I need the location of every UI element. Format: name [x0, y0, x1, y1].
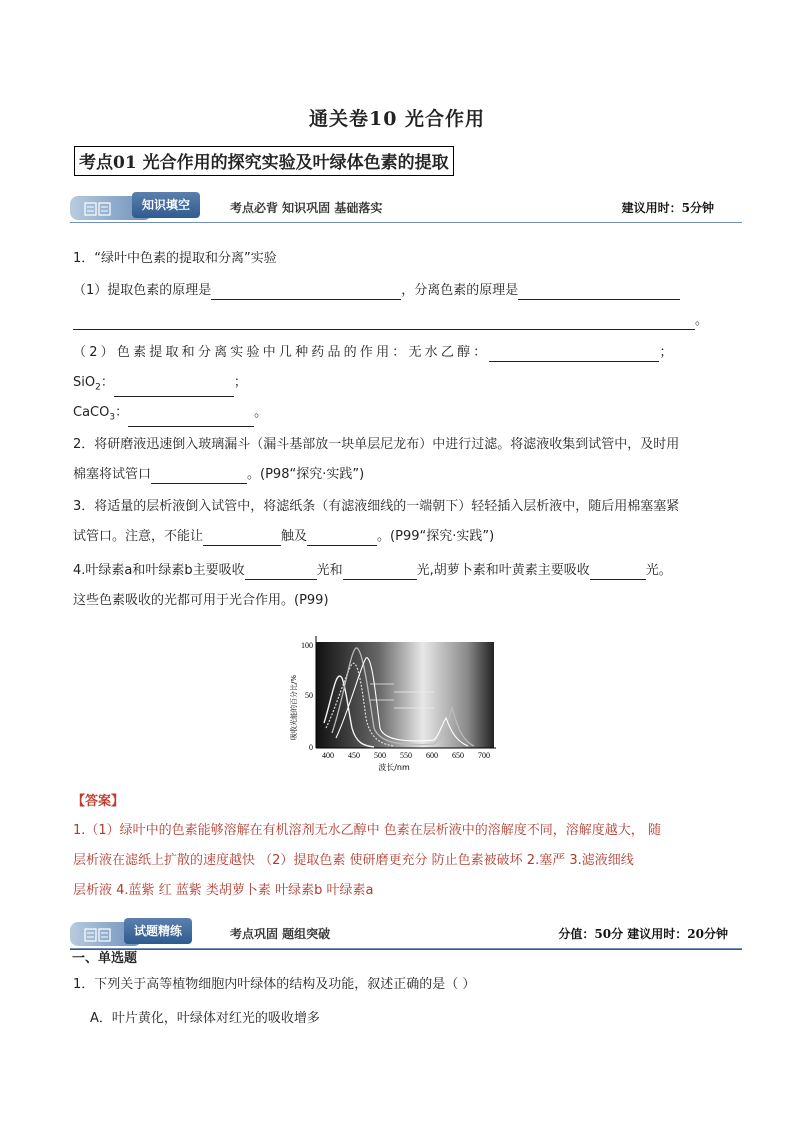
x-tick: 500: [374, 751, 386, 760]
banner-score-time: 分值：50分 建议用时：20分钟: [558, 927, 728, 941]
fill-blank[interactable]: [211, 285, 401, 300]
section-banner-practice: [70, 918, 742, 952]
y-tick: 100: [301, 641, 313, 650]
fill-blank[interactable]: [307, 531, 377, 546]
x-tick: 400: [322, 751, 334, 760]
banner-tag: 知识填空: [132, 192, 200, 218]
banner-subtitle: 考点必背 知识巩固 基础落实: [230, 201, 383, 215]
q1-sio2: SiO$_2$： ；: [73, 374, 247, 397]
y-tick: 0: [309, 743, 313, 752]
q4-line2: 这些色素吸收的光都可用于光合作用。(P99): [73, 593, 329, 608]
x-tick-labels: [322, 751, 490, 760]
x-tick: 700: [478, 751, 490, 760]
x-tick: 550: [400, 751, 412, 760]
fill-blank[interactable]: [343, 565, 417, 580]
section-divider: [70, 949, 742, 950]
fill-blank[interactable]: [203, 531, 281, 546]
fill-blank[interactable]: [245, 565, 317, 580]
answer-line-2: 层析液在滤纸上扩散的速度越快 （2）提取色素 使研磨更充分 防止色素被破坏 2.塞严 3.滤液细线: [73, 853, 634, 868]
q3-line1: 3．将适量的层析液倒入试管中，将滤纸条（有滤液细线的一端朝下）轻轻插入层析液中，随后用棉塞塞紧: [73, 499, 680, 514]
fill-blank[interactable]: [518, 285, 680, 300]
section-banner-knowledge: [70, 192, 742, 226]
banner-subtitle: 考点巩固 题组突破: [230, 927, 331, 941]
q2-line1: 2．将研磨液迅速倒入玻璃漏斗（漏斗基部放一块单层尼龙布）中进行过滤。将滤液收集到试管中，及时用: [73, 437, 680, 452]
document-icon: [84, 202, 112, 216]
spectrum-svg: [284, 628, 504, 776]
q4-line1: 4.叶绿素a和叶绿素b主要吸收 光和 光,胡萝卜素和叶黄素主要吸收 光。: [73, 563, 672, 578]
answer-heading: 【答案】: [72, 794, 125, 809]
banner-time: 建议用时：5分钟: [621, 201, 714, 215]
option-a[interactable]: A．叶片黄化，叶绿体对红光的吸收增多: [90, 1011, 320, 1026]
question-1: 1．下列关于高等植物细胞内叶绿体的结构及功能，叙述正确的是（ ）: [73, 977, 476, 992]
answer-line-1: 1.（1）绿叶中的色素能够溶解在有机溶剂无水乙醇中 色素在层析液中的溶解度不同，溶解度越大， 随: [73, 823, 661, 838]
x-tick: 450: [348, 751, 360, 760]
q1-title: 1．“绿叶中色素的提取和分离”实验: [73, 251, 277, 266]
q1-caco3: CaCO$_3$： 。: [73, 404, 267, 427]
fill-blank[interactable]: [128, 412, 254, 427]
fill-blank[interactable]: [489, 347, 659, 362]
q3-line2: 试管口。注意，不能让 触及 。(P99“探究·实践”): [73, 529, 495, 544]
page-title: 通关卷10 光合作用: [308, 108, 486, 130]
section-heading: 一、单选题: [72, 951, 138, 966]
q1-part1: （1）提取色素的原理是 ，分离色素的原理是: [73, 282, 680, 300]
y-tick-labels: [301, 641, 313, 752]
y-tick: 50: [305, 691, 313, 700]
banner-tag: 试题精练: [124, 918, 192, 944]
x-tick: 650: [452, 751, 464, 760]
document-icon: [84, 928, 112, 942]
answer-line-3: 层析液 4.蓝紫 红 蓝紫 类胡萝卜素 叶绿素b 叶绿素a: [73, 883, 374, 898]
kaodian-heading: 考点01 光合作用的探究实验及叶绿体色素的提取: [74, 146, 454, 176]
x-axis-label: 波长/nm: [378, 763, 410, 772]
absorption-spectrum-figure: [284, 628, 504, 776]
fill-blank[interactable]: [590, 565, 646, 580]
fill-blank[interactable]: [114, 382, 234, 397]
fill-blank[interactable]: [73, 315, 695, 330]
q2-line2: 棉塞将试管口 。(P98“探究·实践”): [73, 467, 365, 482]
x-tick: 600: [426, 751, 438, 760]
q1-part1-cont: 。: [73, 312, 708, 330]
y-axis-label: 吸收光能的百分比/%: [290, 674, 298, 740]
q1-part2: （2）色素提取和分离实验中几种药品的作用：无水乙醇： ；: [73, 345, 676, 360]
fill-blank[interactable]: [151, 469, 247, 484]
banner-rule: [70, 222, 742, 223]
